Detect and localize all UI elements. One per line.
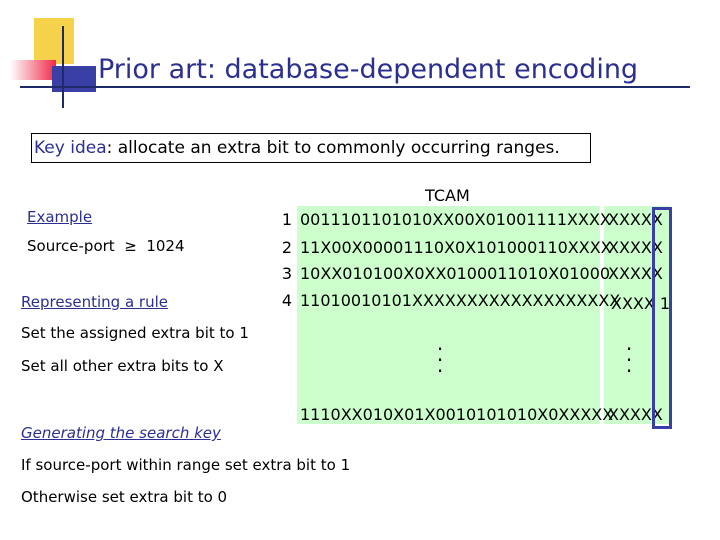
key-idea-box	[31, 133, 591, 163]
representing-rule-heading: Representing a rule	[21, 293, 168, 311]
logo-red-bar	[10, 60, 56, 80]
row-number: 1	[281, 210, 293, 229]
extra-bits: XXXXX	[608, 210, 663, 229]
tcam-entry: 0011101101010XX00X01001111XXXX	[300, 210, 611, 229]
tcam-entry: 11010010101XXXXXXXXXXXXXXXXXXX	[300, 291, 621, 310]
other-bits-text: Set all other extra bits to X	[21, 357, 224, 375]
row-number: 4	[281, 291, 293, 310]
vertical-ellipsis: . . .	[436, 331, 444, 377]
otherwise-text: Otherwise set extra bit to 0	[21, 488, 228, 506]
key-idea-text: : allocate an extra bit to commonly occurring ranges.	[106, 138, 560, 158]
within-range-text: If source-port within range set extra bit to 1	[21, 456, 351, 474]
tcam-label: TCAM	[425, 186, 470, 205]
example-heading: Example	[27, 208, 93, 226]
row-number: 3	[281, 264, 293, 283]
extra-bits: XXXXX	[608, 264, 663, 283]
vertical-ellipsis: . . .	[625, 331, 633, 377]
extra-bit-highlight-box	[652, 207, 672, 429]
extra-bits: XXXX 1	[611, 294, 671, 313]
key-idea-label: Key idea	[34, 138, 107, 158]
title-underline	[20, 86, 690, 88]
source-port-condition: Source-port ≥ 1024	[27, 237, 185, 255]
tcam-entry-last: 1110XX010X01X0010101010X0XXXXX	[300, 405, 614, 424]
tcam-entry: 10XX010100X0XX0100011010X01000	[300, 264, 611, 283]
search-key-heading: Generating the search key	[21, 424, 221, 442]
extra-bits-last: XXXXX	[608, 405, 663, 424]
page-title: Prior art: database-dependent encoding	[98, 54, 639, 85]
logo-blue-square	[52, 66, 96, 92]
extra-bits: XXXXX	[608, 238, 663, 257]
logo-vertical-line	[62, 26, 64, 108]
logo-yellow-square	[34, 18, 74, 64]
tcam-entry: 11X00X00001110X0X101000110XXXX	[300, 238, 612, 257]
assigned-bit-text: Set the assigned extra bit to 1	[21, 324, 249, 342]
row-number: 2	[281, 238, 293, 257]
